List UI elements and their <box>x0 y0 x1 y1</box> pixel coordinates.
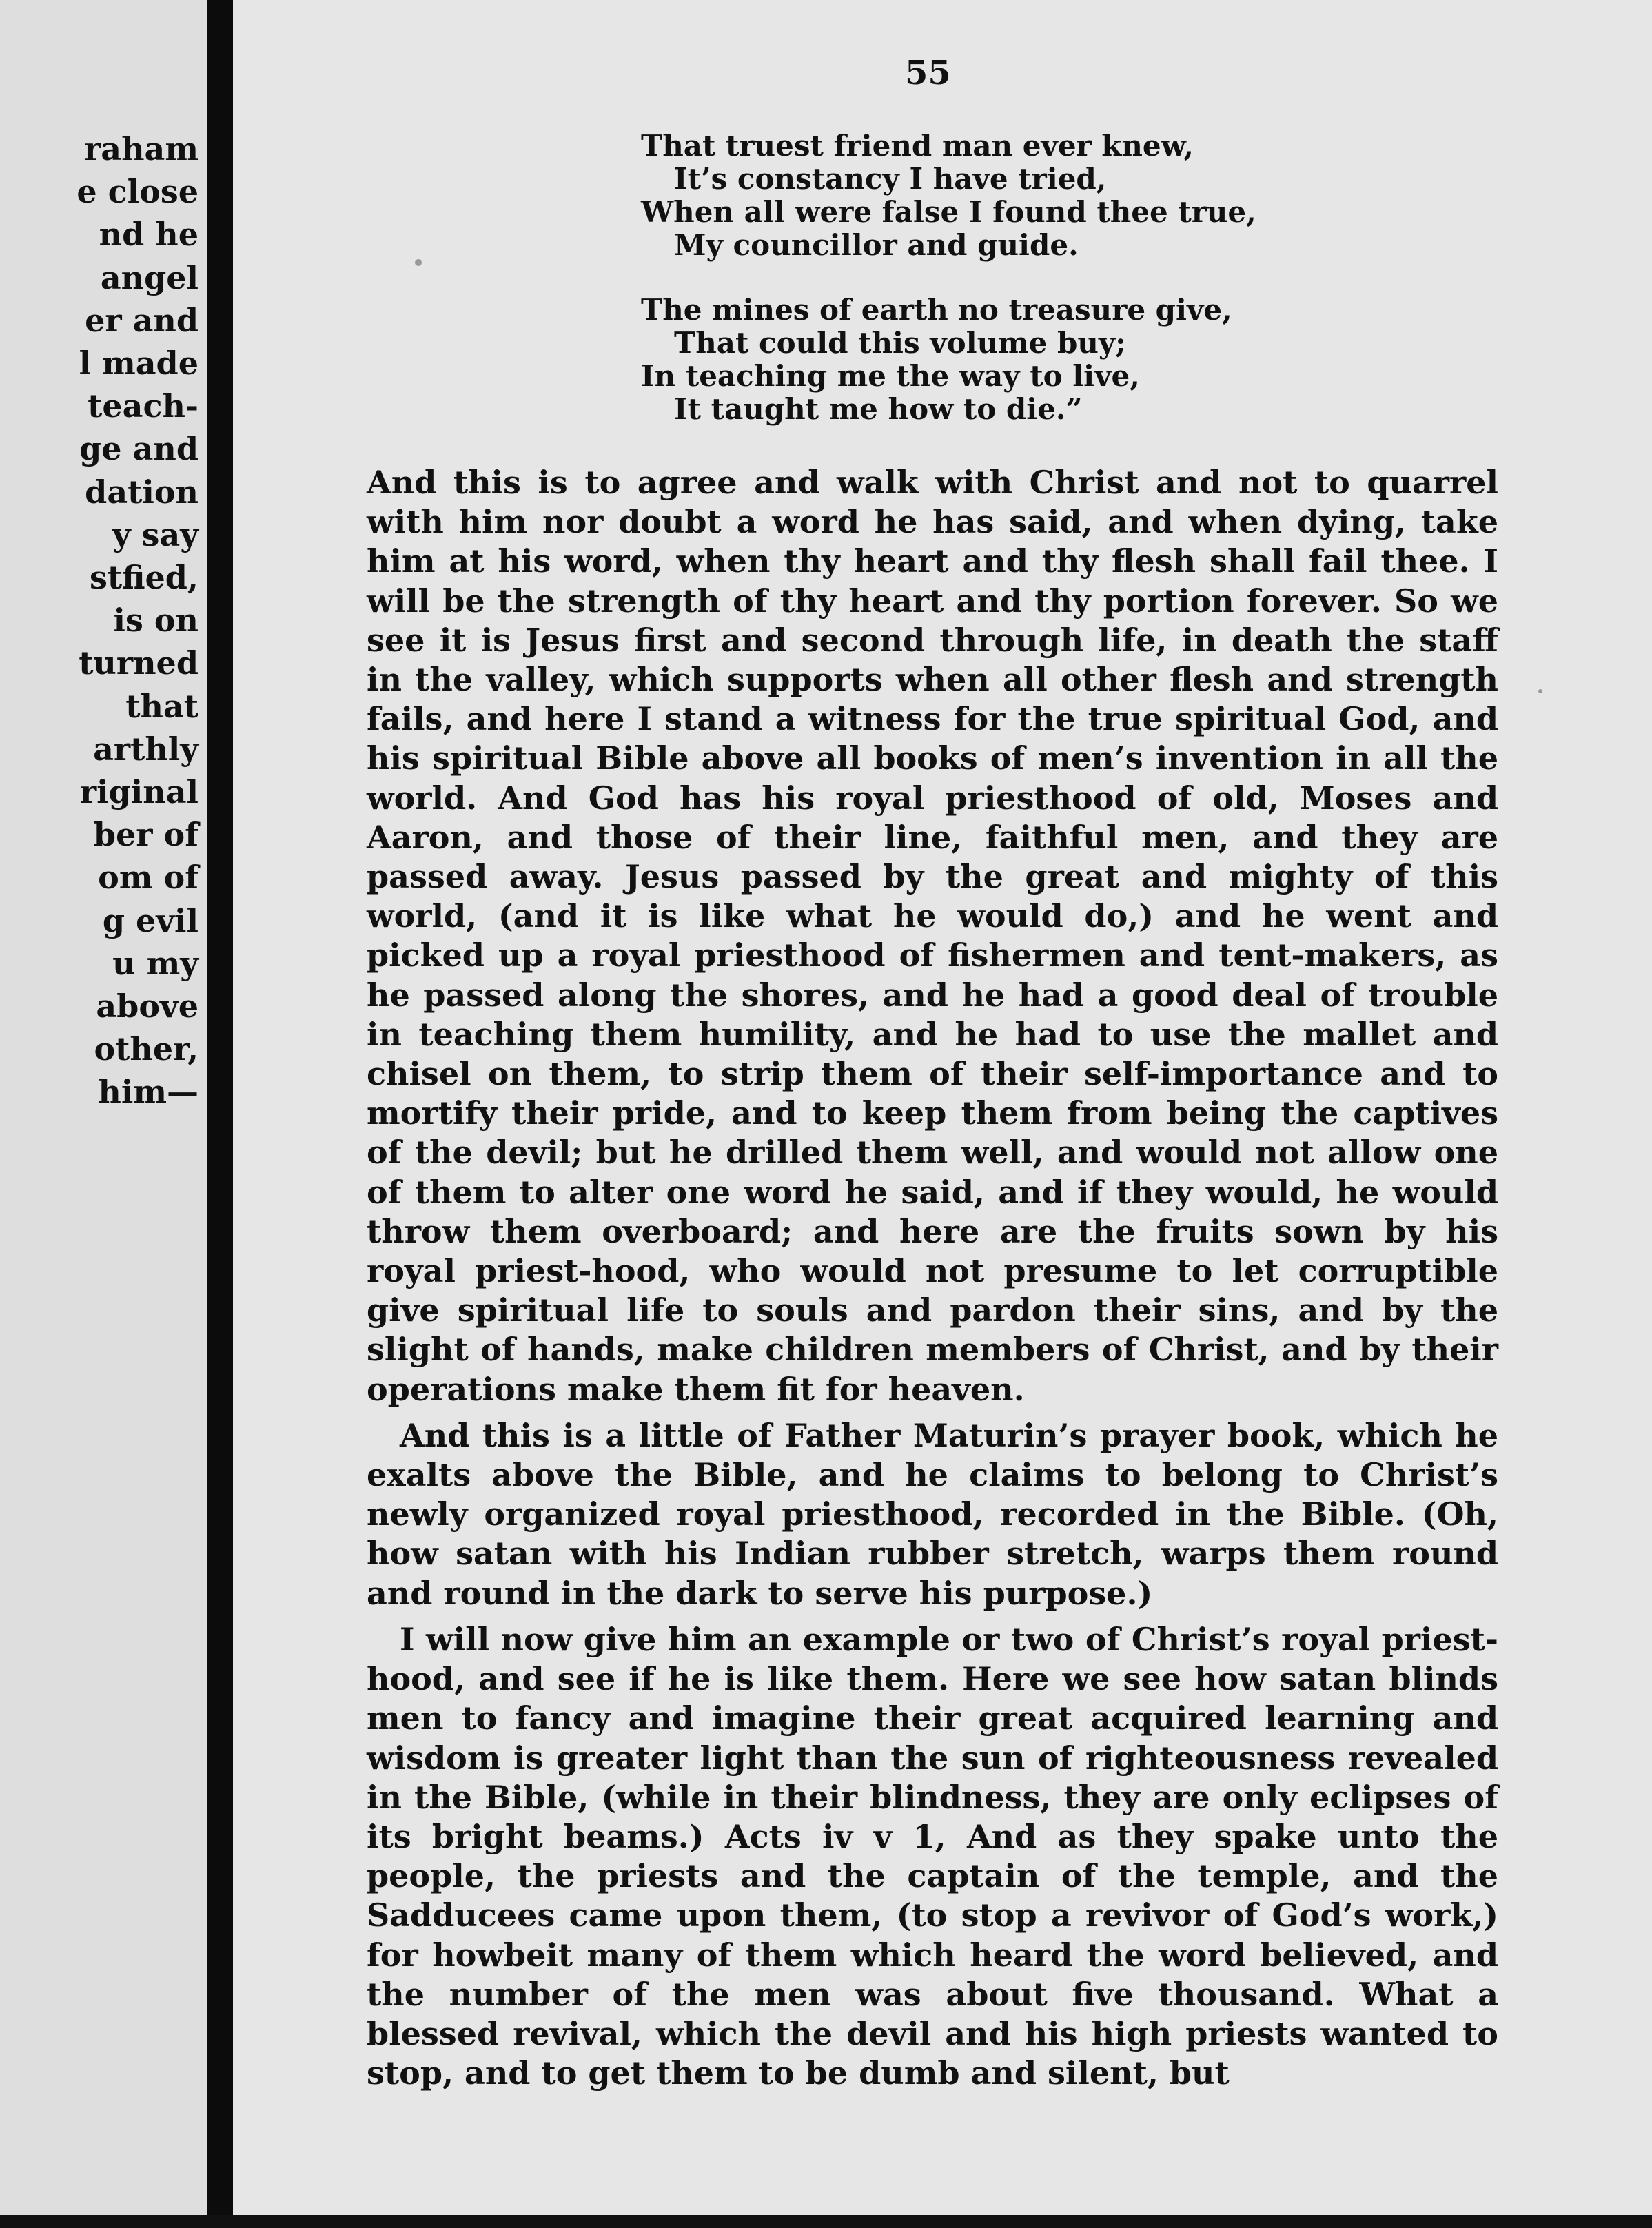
poem-line: My councillor and guide. <box>674 228 1079 262</box>
ink-speck <box>415 259 422 266</box>
poem-stanza <box>641 130 1256 262</box>
facing-page-line: is on <box>113 602 198 640</box>
poem-line: It taught me how to die.” <box>674 392 1083 426</box>
facing-page-line: ber of <box>93 816 198 854</box>
paragraph: And this is to agree and walk with Christ and not to quarrel with him nor doubt a word he has said, and when dying, take him at his word, when thy heart and thy flesh shall fail thee. I will be the strength of thy heart and thy portion forever. So we see it is Jesus first and second through life, in death the staff in the valley, which supports when all other flesh and strength fails, and here I stand a witness for the true spiritual God, and his spiritual Bible above all books of men’s invention in all the world. And God has his royal priesthood of old, Moses and Aaron, and those of their line, faithful men, and they are passed away. Jesus passed by the great and mighty of this world, (and it is like what he would do,) and he went and picked up a royal priesthood of fishermen and tent-makers, as he passed along the shores, and he had a good deal of trouble in teaching them humility, and he had to use the mallet and chisel on them, to strip them of their self-importance and to mortify their pride, and to keep them from being the captives of the devil; but he drilled them well, and would not allow one of them to alter one word he said, and if they would, he would throw them overboard; and here are the fruits sown by his royal priest-hood, who would not presume to let corruptible give spiritual life to souls and pardon their sins, and by the slight of hands, make children members of Christ, and by their operations make them fit for heaven. <box>367 464 1498 1408</box>
poem-line: In teaching me the way to live, <box>641 359 1140 393</box>
scan-edge <box>0 2215 1652 2228</box>
facing-page-line: e close <box>77 173 198 211</box>
facing-page-line: stfied, <box>89 559 198 597</box>
facing-page-line: er and <box>85 301 198 339</box>
facing-page-line: that <box>125 687 198 725</box>
facing-page-line: above <box>96 988 198 1025</box>
facing-page-line: arthly <box>93 730 198 768</box>
poem-line: When all were false I found thee true, <box>641 195 1256 229</box>
facing-page-line: raham <box>84 130 198 167</box>
facing-page-text <box>6 127 198 1114</box>
ink-speck <box>1538 689 1542 693</box>
paragraph: And this is a little of Father Maturin’s prayer book, which he exalts above the Bible, and he claims to belong to Christ’s newly organized royal priesthood, recorded in the Bible. (Oh, how satan with his Indian rubber stretch, warps them round and round in the dark to serve his purpose.) <box>367 1416 1498 1612</box>
facing-page-line: angel <box>100 258 198 296</box>
poem-quotation <box>641 130 1256 458</box>
facing-page-line: g evil <box>102 901 198 939</box>
facing-page-line: l made <box>79 345 198 382</box>
poem-line: The mines of earth no treasure give, <box>641 293 1232 327</box>
book-gutter <box>207 0 233 2228</box>
facing-page-line: dation <box>85 473 198 511</box>
facing-page-line: turned <box>79 644 198 682</box>
facing-page-line: om of <box>98 859 198 897</box>
paragraph: I will now give him an example or two of Christ’s royal priest-hood, and see if he is like them. Here we see how satan blinds men to fancy and imagine their great acquired learning and wisdom is greater light than the sun of righteousness revealed in the Bible, (while in their blindness, they are only eclipses of its bright beams.) Acts iv v 1, And as they spake unto the people, the priests and the captain of the temple, and the Sadducees came upon them, (to stop a revivor of God’s work,) for howbeit many of them which heard the word believed, and the number of the men was about five thousand. What a blessed revival, which the devil and his high priests wanted to stop, and to get them to be dumb and silent, but <box>367 1620 1498 2092</box>
poem-line: That could this volume buy; <box>674 326 1126 360</box>
facing-page-line: nd he <box>99 216 198 254</box>
facing-page-line: u my <box>112 944 198 982</box>
facing-page-line: other, <box>94 1030 198 1068</box>
facing-page-fragment <box>0 0 207 2228</box>
facing-page-line: ge and <box>79 430 198 468</box>
facing-page-line: riginal <box>79 773 198 811</box>
poem-stanza <box>641 294 1256 426</box>
page-number: 55 <box>905 54 951 92</box>
facing-page-line: y say <box>112 515 198 553</box>
body-text <box>367 463 1498 2093</box>
facing-page-line: him— <box>98 1073 198 1111</box>
poem-line: It’s constancy I have tried, <box>674 162 1107 196</box>
poem-line: That truest friend man ever knew, <box>641 129 1194 163</box>
facing-page-line: teach- <box>88 387 198 425</box>
